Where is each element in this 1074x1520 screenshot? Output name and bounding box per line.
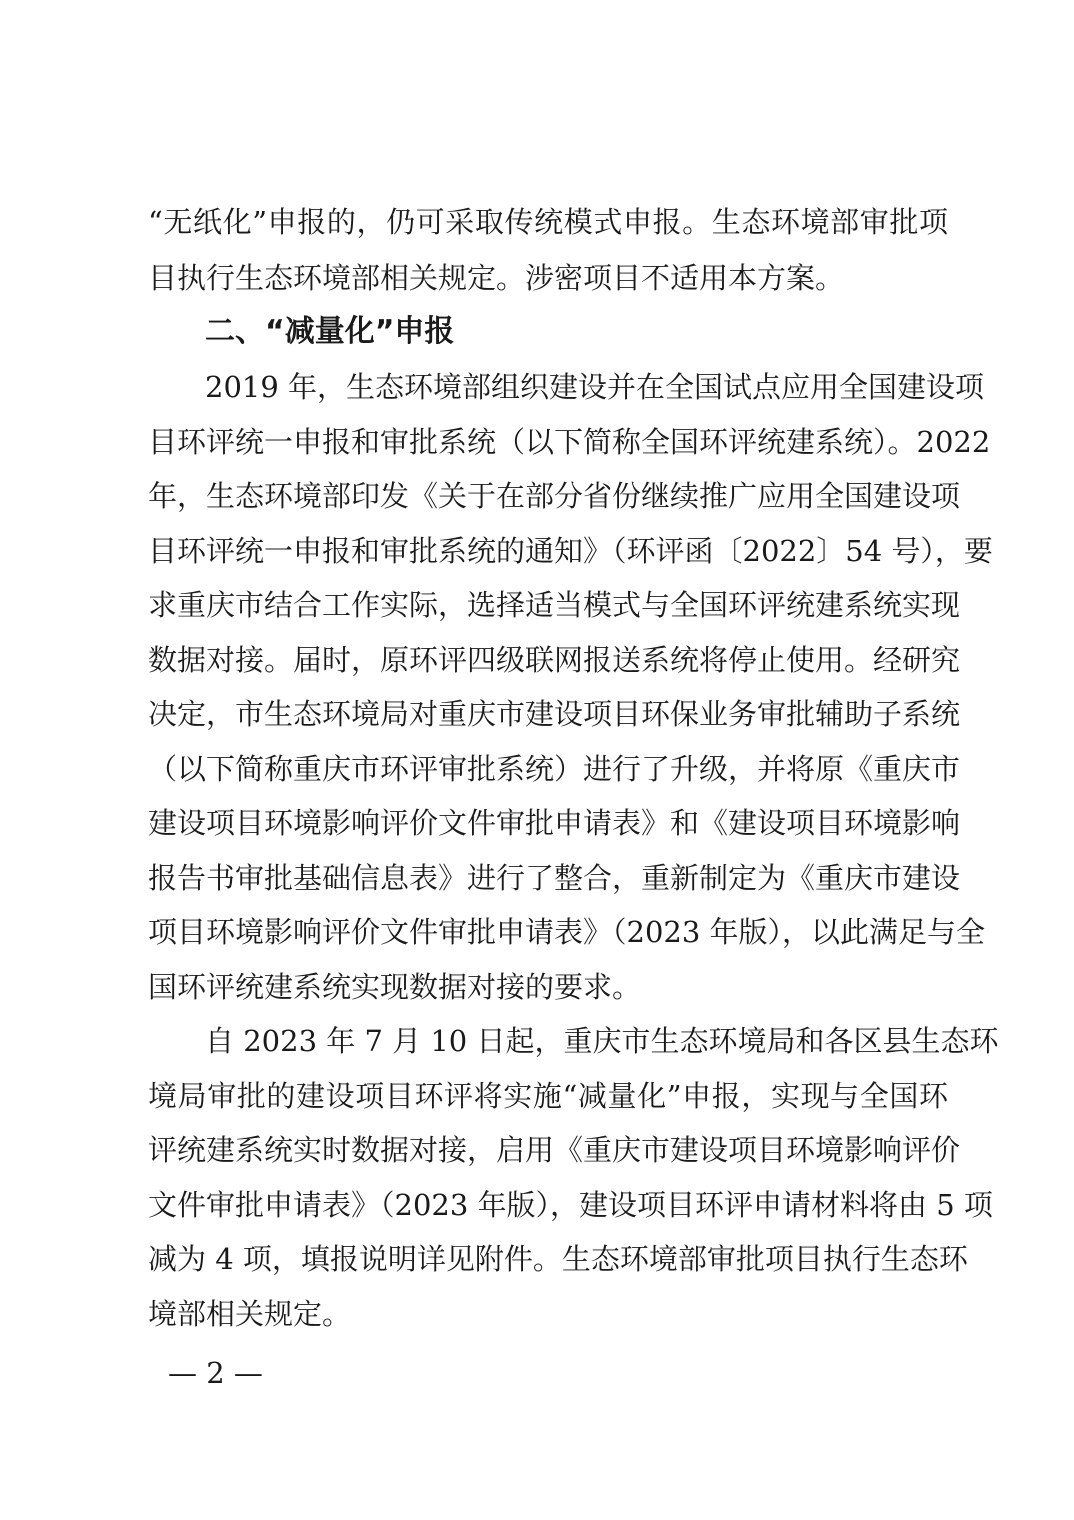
paragraph-line: 国环评统建系统实现数据对接的要求。 [148, 970, 642, 1004]
paragraph-line: 数据对接。届时，原环评四级联网报送系统将停止使用。经研究 [148, 643, 961, 677]
paragraph-line: 自 2023 年 7 月 10 日起，重庆市生态环境局和各区县生态环 [205, 1024, 999, 1058]
paragraph-line: 目执行生态环境部相关规定。涉密项目不适用本方案。 [148, 261, 845, 295]
paragraph-line: 项目环境影响评价文件审批申请表》（2023 年版），以此满足与全 [148, 915, 986, 949]
paragraph-line: （以下简称重庆市环评审批系统）进行了升级，并将原《重庆市 [148, 752, 961, 786]
paragraph-line: 评统建系统实时数据对接，启用《重庆市建设项目环境影响评价 [148, 1133, 961, 1167]
paragraph-line: 年，生态环境部印发《关于在部分省份继续推广应用全国建设项 [148, 479, 961, 513]
page-number: — 2 — [168, 1356, 263, 1390]
paragraph-line: 决定，市生态环境局对重庆市建设项目环保业务审批辅助子系统 [148, 697, 961, 731]
paragraph-line: 2019 年，生态环境部组织建设并在全国试点应用全国建设项 [205, 370, 985, 404]
section-heading: 二、“减量化”申报 [205, 314, 455, 349]
paragraph-line: 文件审批申请表》（2023 年版），建设项目环评申请材料将由 5 项 [148, 1188, 993, 1222]
paragraph-line: 减为 4 项，填报说明详见附件。生态环境部审批项目执行生态环 [148, 1242, 968, 1276]
paragraph-line: “无纸化”申报的，仍可采取传统模式申报。生态环境部审批项 [148, 205, 948, 239]
paragraph-line: 目环评统一申报和审批系统的通知》（环评函〔2022〕54 号），要 [148, 534, 993, 568]
paragraph-line: 建设项目环境影响评价文件审批申请表》和《建设项目环境影响 [148, 806, 961, 840]
paragraph-line: 报告书审批基础信息表》进行了整合，重新制定为《重庆市建设 [148, 861, 961, 895]
paragraph-line: 求重庆市结合工作实际，选择适当模式与全国环评统建系统实现 [148, 588, 961, 622]
paragraph-line: 境局审批的建设项目环评将实施“减量化”申报，实现与全国环 [148, 1079, 948, 1113]
paragraph-line: 目环评统一申报和审批系统（以下简称全国环评统建系统）。2022 [148, 425, 991, 459]
paragraph-line: 境部相关规定。 [148, 1297, 352, 1331]
